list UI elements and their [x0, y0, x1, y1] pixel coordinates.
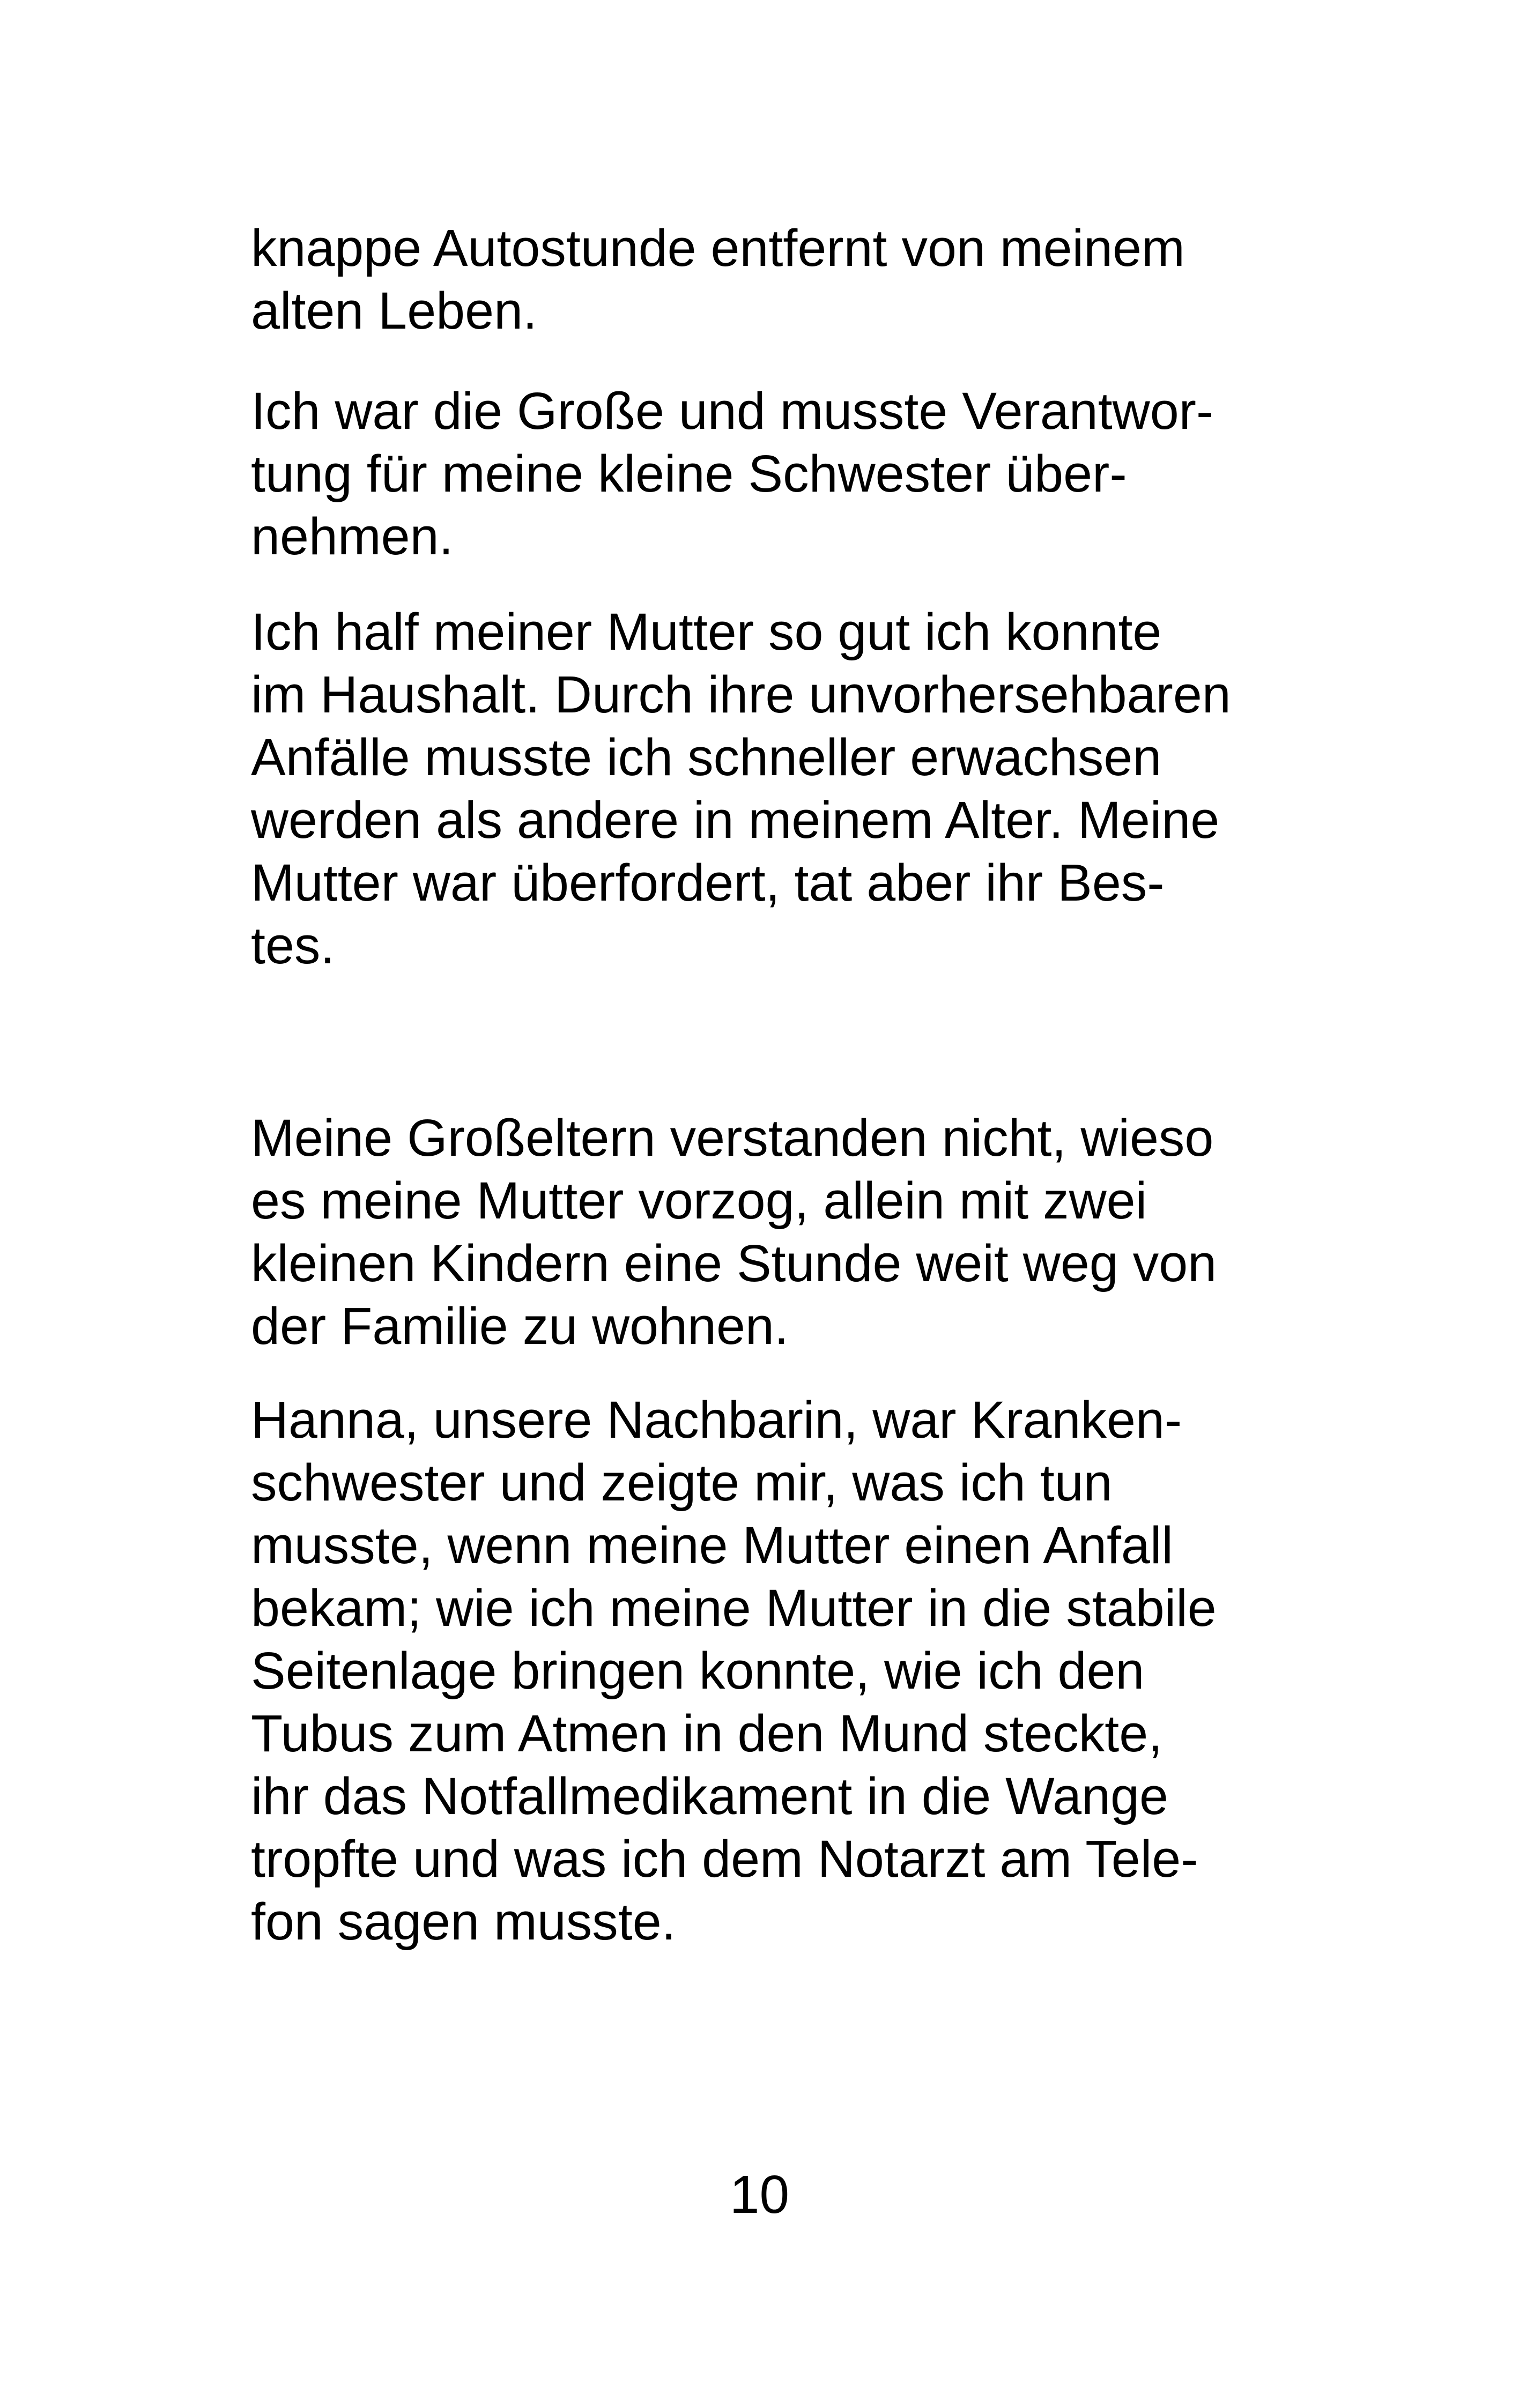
- text-line: tung für meine kleine Schwester über-: [251, 444, 1127, 503]
- text-line: bekam; wie ich meine Mutter in die stabile: [251, 1579, 1217, 1637]
- text-line: Ich war die Große und musste Verantwor-: [251, 382, 1214, 440]
- text-line: Tubus zum Atmen in den Mund steckte,: [251, 1704, 1163, 1763]
- text-line: nehmen.: [251, 507, 454, 566]
- text-line: werden als andere in meinem Alter. Meine: [251, 791, 1220, 849]
- page-number: 10: [729, 2165, 790, 2225]
- text-line: der Familie zu wohnen.: [251, 1297, 789, 1355]
- text-line: alten Leben.: [251, 281, 537, 340]
- text-line: tes.: [251, 916, 335, 975]
- text-line: Hanna, unsere Nachbarin, war Kranken-: [251, 1391, 1182, 1449]
- paragraph-4: [251, 1106, 1270, 1357]
- text-line: schwester und zeigte mir, was ich tun: [251, 1453, 1113, 1512]
- text-line: Ich half meiner Mutter so gut ich konnte: [251, 603, 1162, 661]
- text-line: Anfälle musste ich schneller erwachsen: [251, 728, 1162, 786]
- text-line: tropfte und was ich dem Notarzt am Tele-: [251, 1830, 1198, 1888]
- text-line: im Haushalt. Durch ihre unvorhersehbaren: [251, 665, 1231, 724]
- text-line: es meine Mutter vorzog, allein mit zwei: [251, 1171, 1147, 1230]
- text-line: ihr das Notfallmedikament in die Wange: [251, 1767, 1168, 1825]
- text-line: knappe Autostunde entfernt von meinem: [251, 219, 1185, 277]
- text-line: Meine Großeltern verstanden nicht, wieso: [251, 1109, 1214, 1167]
- paragraph-1: [251, 217, 1270, 342]
- paragraph-3: [251, 600, 1270, 977]
- text-line: Mutter war überfordert, tat aber ihr Bes-: [251, 853, 1165, 912]
- paragraph-5: [251, 1388, 1270, 1953]
- text-line: Seitenlage bringen konnte, wie ich den: [251, 1641, 1145, 1700]
- text-line: fon sagen musste.: [251, 1892, 676, 1951]
- text-line: kleinen Kindern eine Stunde weit weg von: [251, 1234, 1217, 1292]
- paragraph-2: [251, 380, 1270, 568]
- text-line: musste, wenn meine Mutter einen Anfall: [251, 1516, 1173, 1574]
